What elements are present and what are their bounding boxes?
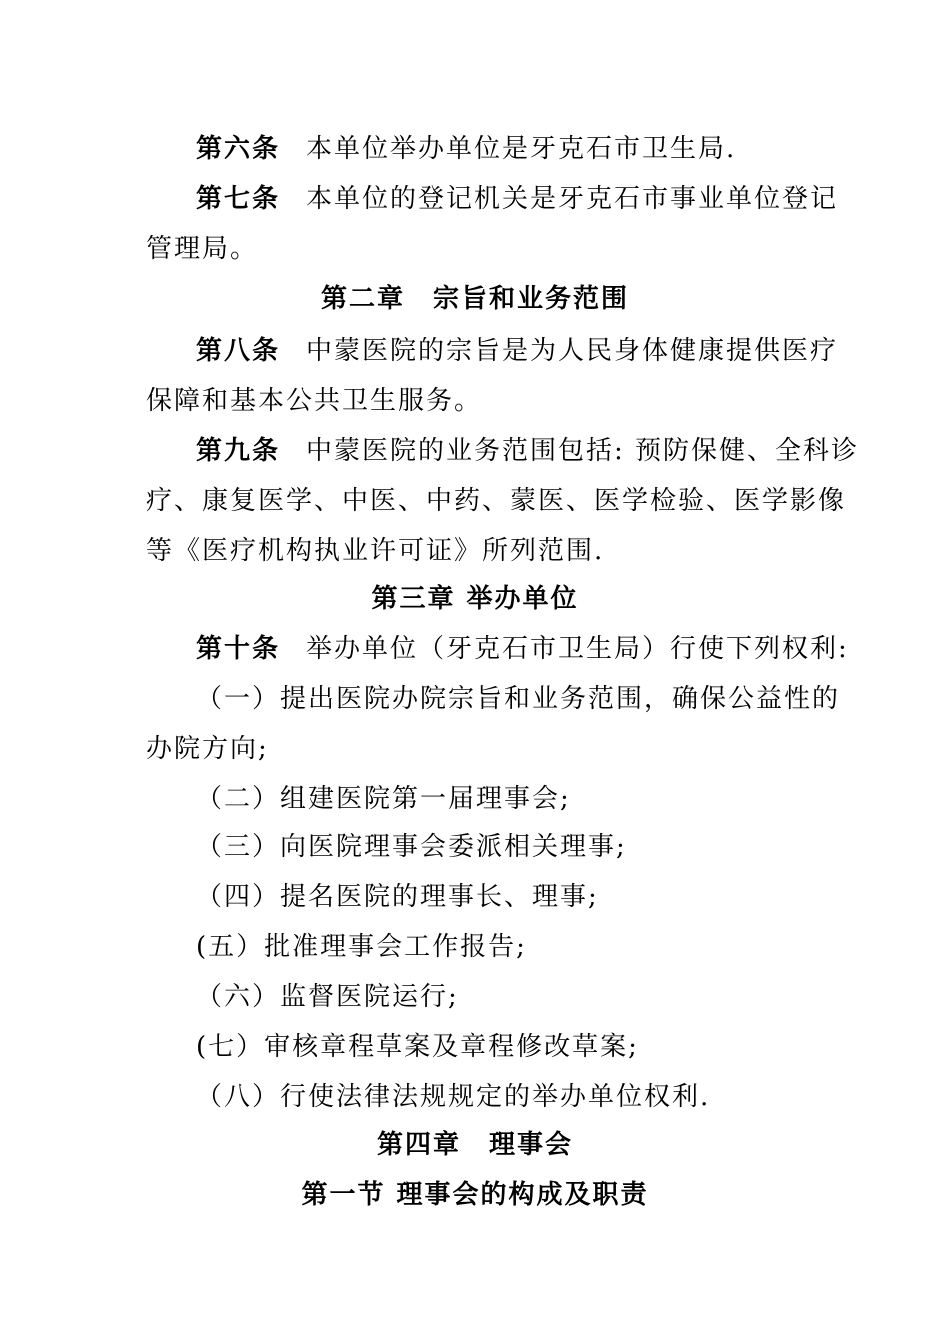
list-item-1-continuation: 办院方向;: [146, 734, 269, 764]
list-item-text: 行使法律法规规定的举办单位权利.: [280, 1082, 711, 1112]
article-9: [196, 434, 859, 468]
list-item-number: （三）: [196, 832, 281, 862]
list-item-2: [196, 782, 571, 816]
list-item-text: 批准理事会工作报告;: [264, 932, 527, 962]
article-7: [196, 182, 838, 216]
list-item-text: 提出医院办院宗旨和业务范围，确保公益性的: [280, 684, 841, 714]
article-label: 第十条: [196, 634, 281, 664]
list-item-3: [196, 830, 627, 864]
list-item-text: 提名医院的理事长、理事;: [280, 882, 599, 912]
list-item-7: [196, 1030, 639, 1064]
article-text: 本单位的登记机关是牙克石市事业单位登记: [306, 184, 839, 214]
chapter-2-heading: 第二章 宗旨和业务范围: [320, 284, 629, 314]
list-item-text: 向医院理事会委派相关理事;: [280, 832, 627, 862]
article-8: [196, 334, 838, 368]
list-item-text: 监督医院运行;: [280, 982, 459, 1012]
list-item-number: (五）: [196, 932, 265, 962]
list-item-number: （二）: [196, 784, 281, 814]
article-9-continuation-2: 等《医疗机构执业许可证》所列范围.: [146, 536, 605, 566]
list-item-number: (七）: [196, 1032, 265, 1062]
chapter-4-heading: 第四章 理事会: [376, 1130, 573, 1160]
chapter-3-heading: 第三章 举办单位: [371, 584, 579, 614]
list-item-number: （四）: [196, 882, 281, 912]
article-9-continuation-1: 疗、康复医学、中医、中药、蒙医、医学检验、医学影像: [146, 486, 847, 516]
list-item-6: [196, 980, 459, 1014]
list-item-4: [196, 880, 599, 914]
article-text: 中蒙医院的业务范围包括: 预防保健、全科诊: [306, 436, 860, 466]
article-text: 本单位举办单位是牙克石市卫生局.: [306, 134, 737, 164]
list-item-number: （八）: [196, 1082, 281, 1112]
list-item-8: [196, 1080, 710, 1114]
list-item-number: （六）: [196, 982, 281, 1012]
article-label: 第九条: [196, 436, 281, 466]
list-item-text: 审核章程草案及章程修改草案;: [264, 1032, 639, 1062]
article-text: 举办单位（牙克石市卫生局）行使下列权利:: [306, 634, 849, 664]
list-item-1: [196, 682, 840, 716]
article-label: 第八条: [196, 336, 281, 366]
section-1-heading: 第一节 理事会的构成及职责: [301, 1180, 649, 1210]
article-6: [196, 132, 736, 166]
article-text: 中蒙医院的宗旨是为人民身体健康提供医疗: [306, 336, 839, 366]
article-label: 第七条: [196, 184, 281, 214]
article-8-continuation: 保障和基本公共卫生服务。: [146, 386, 483, 416]
article-7-continuation: 管理局。: [146, 234, 259, 264]
list-item-text: 组建医院第一届理事会;: [280, 784, 571, 814]
list-item-number: （一）: [196, 684, 281, 714]
list-item-5: [196, 930, 527, 964]
article-label: 第六条: [196, 134, 281, 164]
article-10: [196, 632, 849, 666]
